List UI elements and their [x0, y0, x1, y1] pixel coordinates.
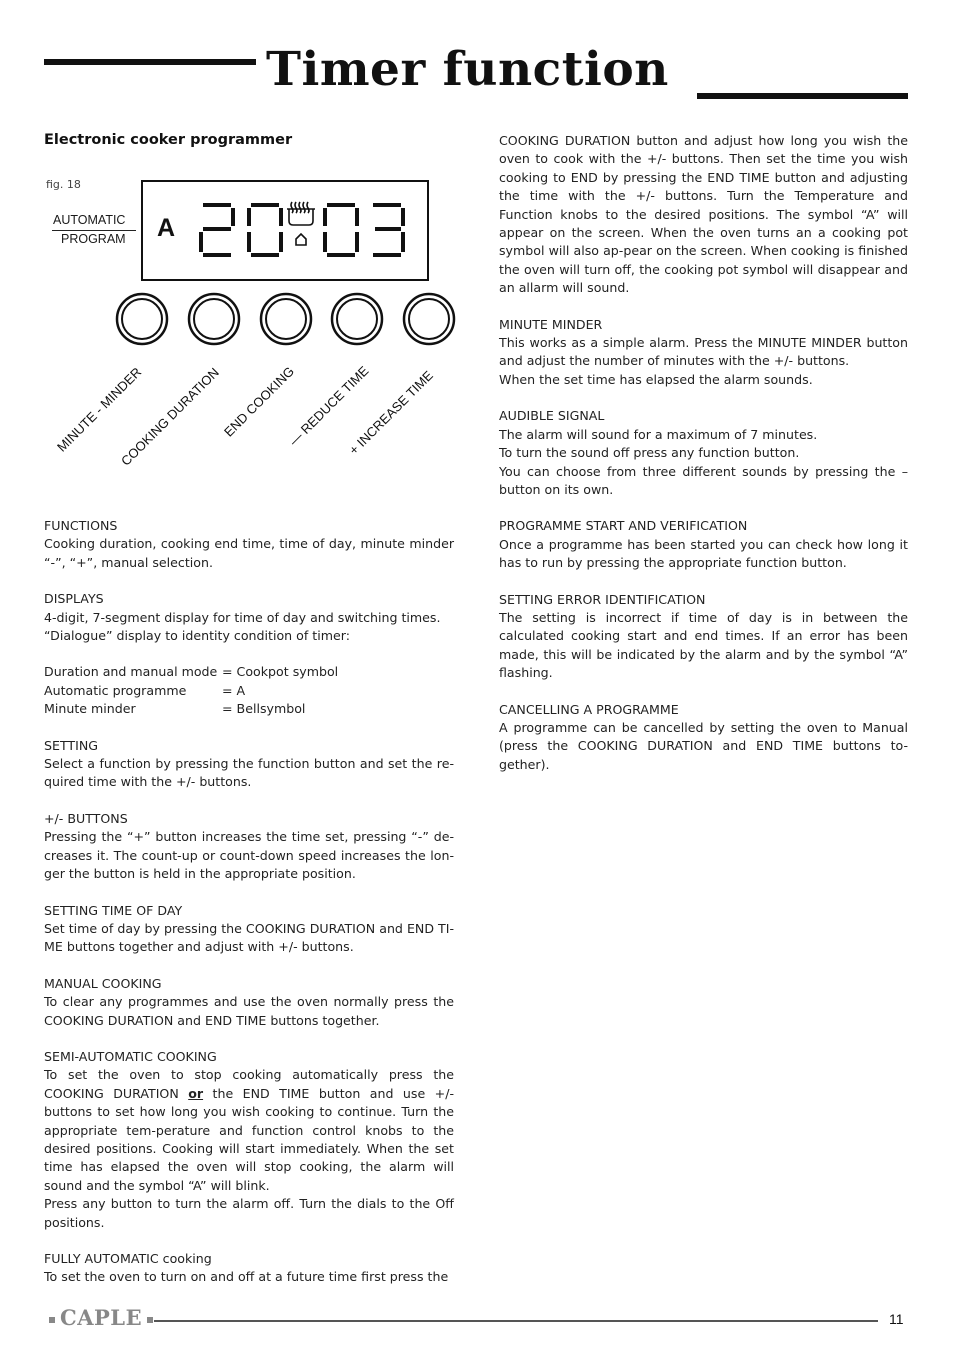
programme-start-text: Once a programme has been started you can check how long it has to run by pressing the appropriate function button.	[499, 536, 908, 571]
brand-logo: CAPLE	[44, 1305, 158, 1330]
time-of-day-heading: SETTING TIME OF DAY	[44, 902, 183, 918]
minute-minder-heading: MINUTE MINDER	[499, 316, 603, 332]
display-mode-row: Automatic programme = A	[44, 682, 246, 698]
time-of-day-text: Set time of day by pressing the COOKING DURATION and END TI-ME buttons together and adjust with +/- buttons.	[44, 920, 454, 955]
minute-minder-text: This works as a simple alarm. Press the MINUTE MINDER button and adjust the number of minutes with the +/- buttons.	[499, 335, 908, 369]
manual-cooking-heading: MANUAL COOKING	[44, 975, 162, 991]
footer-rule	[154, 1320, 878, 1322]
left-column	[44, 517, 454, 1287]
reduce-time-button[interactable]	[332, 294, 382, 344]
increase-time-button[interactable]	[404, 294, 454, 344]
minute-minder-label: MINUTE - MINDER	[54, 364, 145, 455]
setting-error-heading: SETTING ERROR IDENTIFICATION	[499, 591, 706, 607]
displays-text: 4-digit, 7-segment display for time of day and switching times.	[44, 609, 441, 625]
semi-automatic-text-2: Press any button to turn the alarm off. Turn the dials to the Off positions.	[44, 1196, 454, 1230]
functions-heading: FUNCTIONS	[44, 518, 118, 533]
end-cooking-label: END COOKING	[221, 363, 297, 440]
increase-time-label: + INCREASE TIME	[346, 367, 436, 458]
buttons-heading: +/- BUTTONS	[44, 810, 128, 826]
minute-minder-button[interactable]	[117, 294, 167, 344]
cancelling-heading: CANCELLING A PROGRAMME	[499, 701, 679, 717]
figure-label: fig. 18	[46, 178, 81, 191]
setting-text: Select a function by pressing the function button and set the re-quired time with the +/- buttons.	[44, 756, 454, 790]
audible-signal-heading: AUDIBLE SIGNAL	[499, 408, 605, 424]
fully-automatic-text-cont: COOKING DURATION button and adjust how long you wish the oven to cook with the +/- buttons. Then set the time you wish cooking to END by pressing the END TIME button and adjusting the time with the +/- buttons. Turn the Temperature and Function knobs to the desired positions. The symbol “A” will appear on the screen. When the oven turns an a cooking pot symbol will also ap-pear on the screen. When cooking is finished the oven will turn off, the cooking pot symbol will disappear and an allarm will sound.	[499, 133, 908, 296]
automatic-label-rule	[52, 230, 136, 231]
reduce-time-label: — REDUCE TIME	[286, 363, 372, 449]
display-mode-row: Minute minder = Bellsymbol	[44, 701, 306, 717]
cooking-duration-label: COOKING DURATION	[118, 364, 222, 469]
program-label: PROGRAM	[61, 232, 126, 246]
displays-text: “Dialogue” display to identity condition of timer:	[44, 628, 350, 644]
programme-start-heading: PROGRAMME START AND VERIFICATION	[499, 518, 748, 534]
cooking-duration-button[interactable]	[189, 294, 239, 344]
title-rule-left	[44, 59, 256, 65]
page-title: Timer function	[266, 42, 669, 97]
page-number: 11	[889, 1311, 904, 1327]
audible-signal-text: To turn the sound off press any function button.	[499, 445, 800, 461]
fully-automatic-heading: FULLY AUTOMATIC cooking	[44, 1251, 212, 1266]
audible-signal-text: The alarm will sound for a maximum of 7 minutes.	[499, 426, 818, 442]
semi-automatic-heading: SEMI-AUTOMATIC COOKING	[44, 1048, 217, 1064]
semi-automatic-text: To set the oven to stop cooking automatically press the COOKING DURATION or the END TIME button and use +/- buttons to set how long you wish cooking to continue. Turn the appropriate tem-perature and function control knobs to the desired positions. Cooking will start immediately. When the set time has elapsed the oven will stop cooking, the alarm will sound and the symbol “A” will blink.	[44, 1067, 455, 1193]
audible-signal-text: You can choose from three different sounds by pressing the – button on its own.	[499, 463, 908, 497]
buttons-text: Pressing the “+” button increases the time set, pressing “-” de-creases it. The count-up or count-down speed increases the lon-ger the button is held in the appropriate position.	[44, 829, 454, 882]
right-column	[499, 132, 908, 774]
section-subheading: Electronic cooker programmer	[44, 132, 293, 148]
automatic-label: AUTOMATIC	[53, 213, 126, 227]
programmer-buttons	[40, 290, 470, 350]
fully-automatic-text: To set the oven to turn on and off at a future time first press the	[44, 1269, 449, 1285]
display-digits	[196, 199, 408, 261]
display-automatic-indicator: A	[157, 214, 176, 242]
title-rule-right	[697, 93, 908, 99]
setting-heading: SETTING	[44, 737, 99, 753]
end-cooking-button[interactable]	[261, 294, 311, 344]
cookpot-icon	[287, 202, 315, 245]
minute-minder-text-2: When the set time has elapsed the alarm sounds.	[499, 371, 813, 387]
setting-error-text: The setting is incorrect if time of day is in between the calculated cooking start and end times. If an error has been made, this will be indicated by the alarm and by the symbol “A” flashing.	[499, 609, 908, 681]
functions-text: Cooking duration, cooking end time, time of day, minute minder “-”, “+”, manual selection.	[44, 536, 454, 570]
manual-cooking-text: To clear any programmes and use the oven normally press the COOKING DURATION and END TIME buttons together.	[44, 994, 454, 1028]
displays-heading: DISPLAYS	[44, 591, 104, 607]
display-mode-row: Duration and manual mode = Cookpot symbol	[44, 664, 339, 680]
cancelling-text: A programme can be cancelled by setting the oven to Manual (press the COOKING DURATION and END TIME buttons to-gether).	[499, 719, 908, 772]
